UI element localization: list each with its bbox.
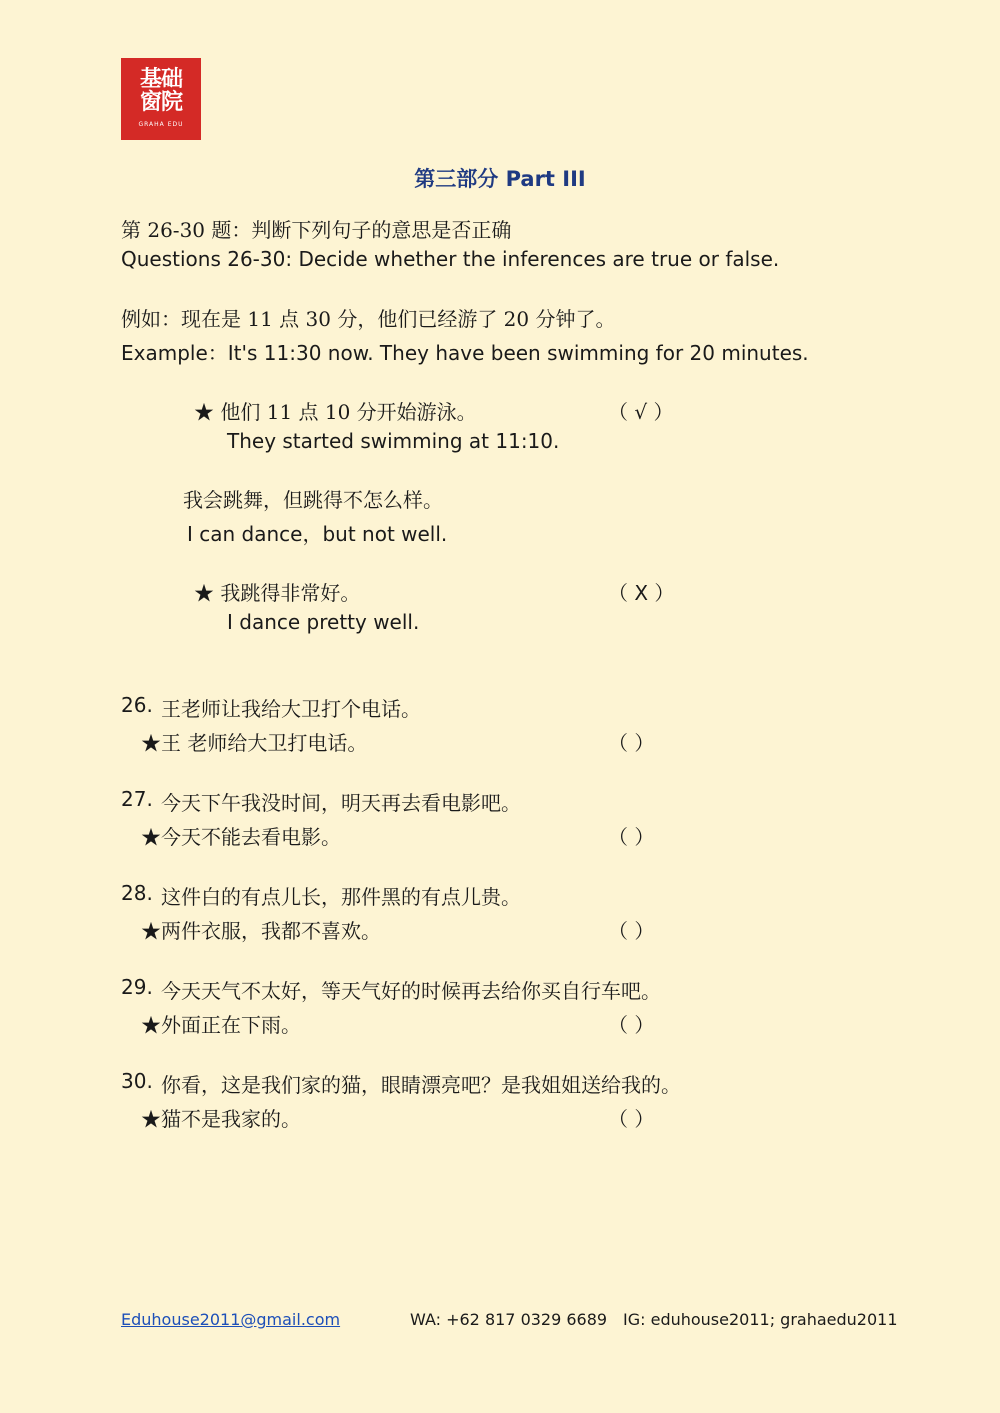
instructions-zh: 第 26-30 题：判断下列句子的意思是否正确 bbox=[121, 218, 512, 242]
example2-en: I can dance，but not well. bbox=[187, 522, 448, 546]
question-statement: ★今天不能去看电影。 bbox=[141, 825, 341, 849]
answer-blank[interactable]: （ ） bbox=[608, 1013, 655, 1037]
graha-edu-logo bbox=[121, 58, 201, 140]
instructions-en: Questions 26-30: Decide whether the inferences are true or false. bbox=[121, 247, 780, 271]
section-title: 第三部分 Part III bbox=[414, 167, 586, 191]
example-en: Example：It's 11:30 now. They have been swimming for 20 minutes. bbox=[121, 341, 809, 365]
question-statement: ★两件衣服，我都不喜欢。 bbox=[141, 919, 381, 943]
question-number: 30. bbox=[121, 1069, 153, 1093]
question-statement: ★外面正在下雨。 bbox=[141, 1013, 301, 1037]
answer-blank[interactable]: （ ） bbox=[608, 1107, 655, 1131]
question-sentence: 你看，这是我们家的猫，眼睛漂亮吧？是我姐姐送给我的。 bbox=[161, 1073, 681, 1097]
example2-zh: 我会跳舞，但跳得不怎么样。 bbox=[183, 488, 443, 512]
question-sentence: 这件白的有点儿长，那件黑的有点儿贵。 bbox=[161, 885, 521, 909]
question-number: 28. bbox=[121, 881, 153, 905]
example-statement-en: They started swimming at 11:10. bbox=[227, 429, 560, 453]
example2-statement-zh: ★ 我跳得非常好。 bbox=[194, 581, 361, 605]
footer-email-wrap bbox=[121, 1310, 340, 1329]
question-statement: ★王 老师给大卫打电话。 bbox=[141, 731, 368, 755]
logo-subtext: GRAHA EDU bbox=[138, 121, 184, 128]
example-statement-zh: ★ 他们 11 点 10 分开始游泳。 bbox=[194, 400, 477, 424]
question-number: 26. bbox=[121, 693, 153, 717]
example-answer: （ √ ） bbox=[608, 400, 674, 424]
answer-blank[interactable]: （ ） bbox=[608, 825, 655, 849]
footer-instagram: IG: eduhouse2011; grahaedu2011 bbox=[623, 1310, 898, 1329]
logo-seal: 基础窗院 bbox=[139, 66, 182, 115]
example2-answer: （ X ） bbox=[608, 581, 675, 605]
question-statement: ★猫不是我家的。 bbox=[141, 1107, 301, 1131]
question-number: 27. bbox=[121, 787, 153, 811]
example2-statement-en: I dance pretty well. bbox=[227, 610, 420, 634]
footer-whatsapp: WA: +62 817 0329 6689 bbox=[410, 1310, 608, 1329]
question-sentence: 王老师让我给大卫打个电话。 bbox=[161, 697, 421, 721]
answer-blank[interactable]: （ ） bbox=[608, 919, 655, 943]
answer-blank[interactable]: （ ） bbox=[608, 731, 655, 755]
question-sentence: 今天下午我没时间，明天再去看电影吧。 bbox=[161, 791, 521, 815]
footer-email-link[interactable]: Eduhouse2011@gmail.com bbox=[121, 1310, 341, 1329]
question-number: 29. bbox=[121, 975, 153, 999]
example-zh: 例如：现在是 11 点 30 分，他们已经游了 20 分钟了。 bbox=[121, 307, 616, 331]
question-sentence: 今天天气不太好，等天气好的时候再去给你买自行车吧。 bbox=[161, 979, 661, 1003]
